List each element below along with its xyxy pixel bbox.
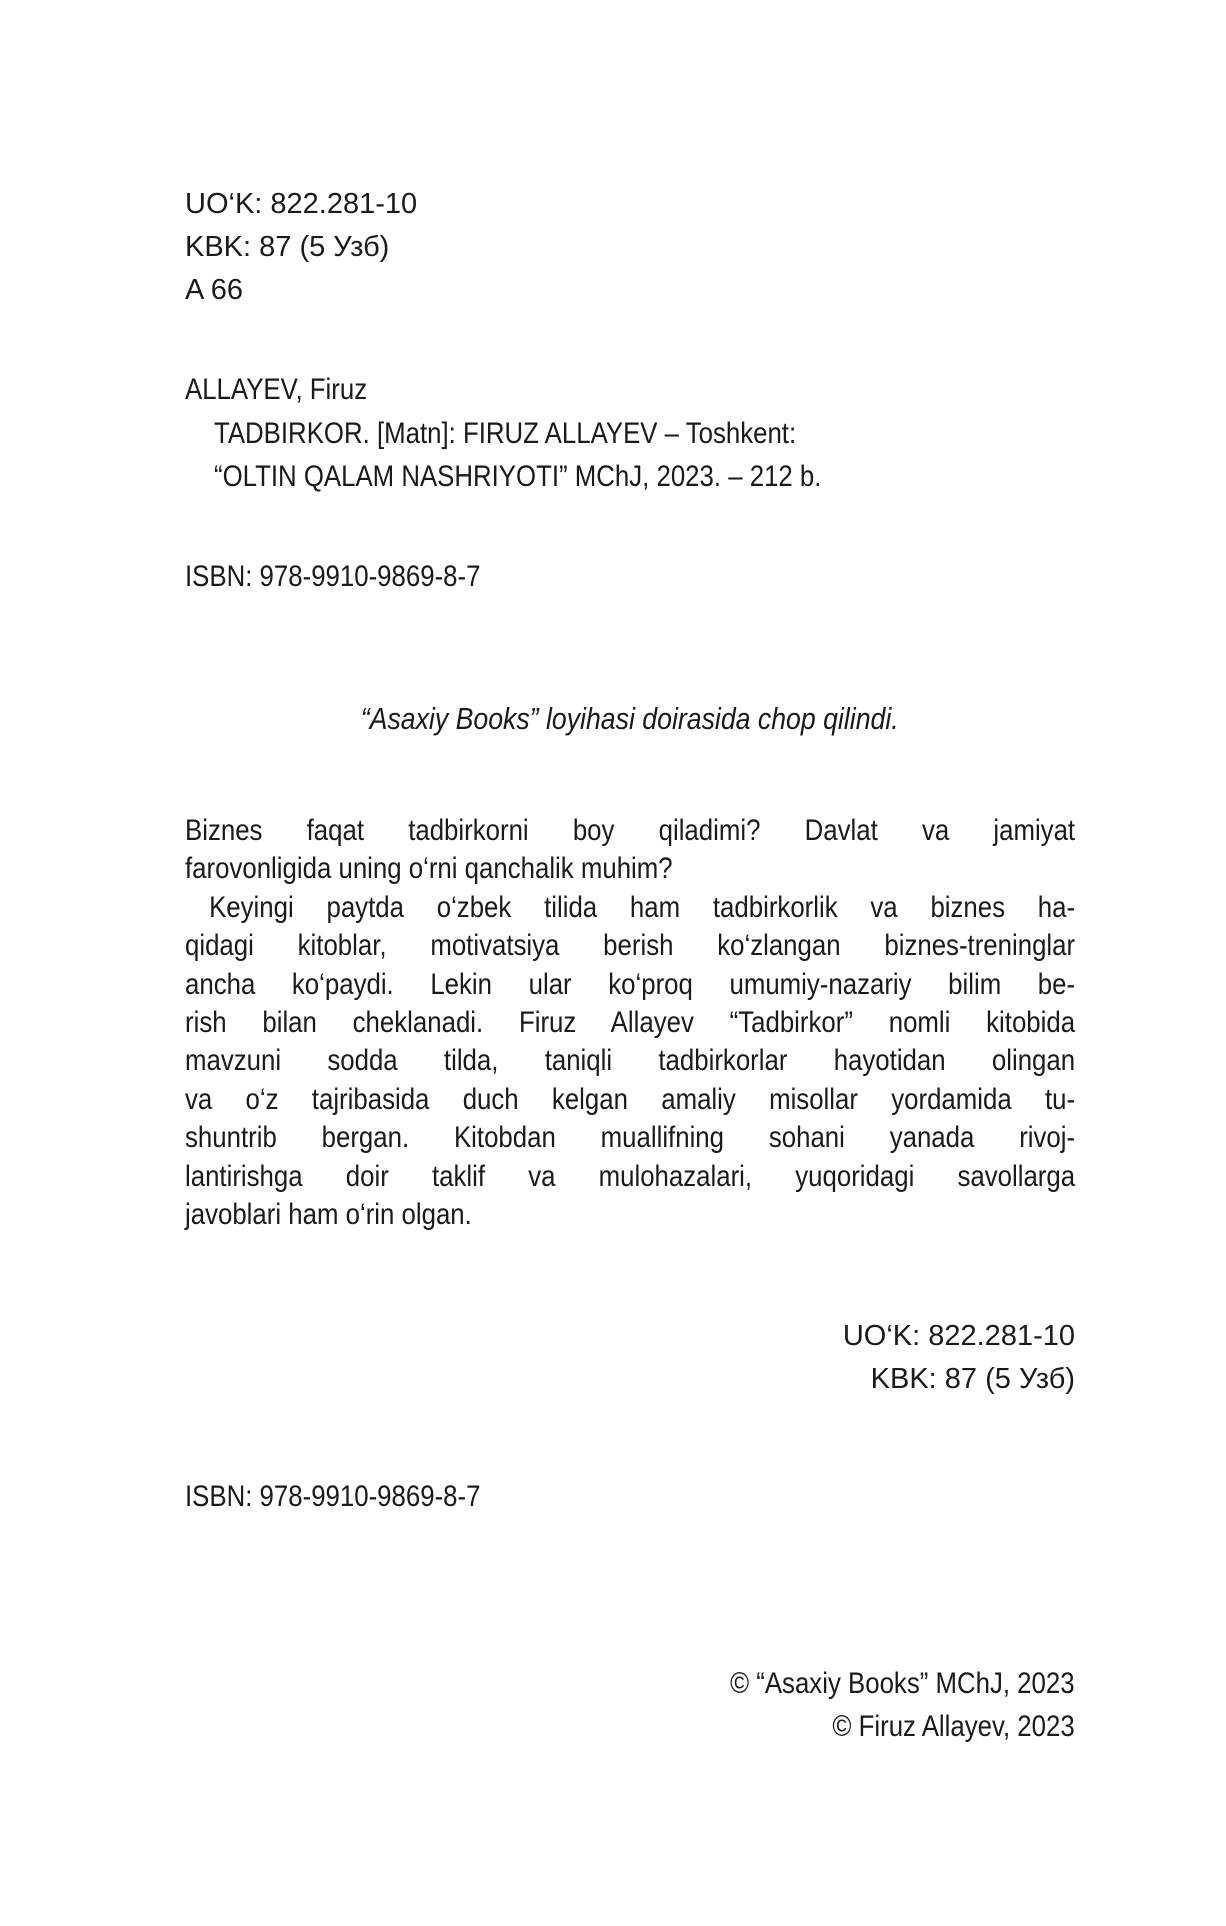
annotation-line: shuntrib bergan. Kitobdan muallifning sohani yanada rivoj- (185, 1121, 1076, 1155)
copyright-publisher (674, 1669, 1075, 1699)
annotation-line: rish bilan cheklanadi. Firuz Allayev “Tadbirkor” nomli kitobida (185, 1006, 1076, 1040)
annotation-line: va o‘z tajribasida duch kelgan amaliy misollar yordamida tu- (185, 1082, 1076, 1116)
annotation-line: Biznes faqat tadbirkorni boy qiladimi? Davlat va jamiyat (185, 814, 1076, 847)
annotation-line: Keyingi paytda o‘zbek tilida ham tadbirkorlik va biznes ha- (209, 890, 1076, 924)
copyright-publisher-text: © “Asaxiy Books” MChJ, 2023 (730, 1667, 1075, 1700)
footer-kbk-code: KBK: 87 (5 Узб) (870, 1363, 1075, 1395)
bibliography-author: ALLAYEV, Firuz (185, 373, 368, 406)
annotation-line: javoblari ham o‘rin olgan. (185, 1198, 472, 1232)
bibliography-publisher-line: “OLTIN QALAM NASHRIYOTI” MChJ, 2023. – 212 b. (214, 460, 822, 493)
copyright-author (793, 1712, 1075, 1742)
annotation-line: qidagi kitoblar, motivatsiya berish ko‘zlangan biznes-treninglar (185, 929, 1076, 963)
footer-uok-code: UO‘K: 822.281-10 (842, 1320, 1075, 1352)
isbn-bottom: ISBN: 978-9910-9869-8-7 (185, 1480, 481, 1513)
uok-code: UO‘K: 822.281-10 (185, 188, 418, 220)
isbn-top: ISBN: 978-9910-9869-8-7 (185, 560, 481, 593)
author-mark: A 66 (185, 274, 244, 306)
annotation-paragraph (185, 812, 1075, 1234)
kbk-code: KBK: 87 (5 Узб) (185, 231, 390, 263)
annotation-line: mavzuni sodda tilda, taniqli tadbirkorlar hayotidan olingan (185, 1044, 1076, 1078)
copyright-author-text: © Firuz Allayev, 2023 (832, 1710, 1075, 1743)
annotation-line: lantirishga doir taklif va mulohazalari, yuqoridagi savollarga (185, 1159, 1076, 1193)
project-note-text: “Asaxiy Books” loyihasi doirasida chop qilindi. (361, 701, 899, 736)
project-note (185, 703, 1075, 734)
annotation-line: farovonligida uning o‘rni qanchalik muhim? (185, 852, 673, 886)
bibliography-title-line: TADBIRKOR. [Matn]: FIRUZ ALLAYEV – Toshkent: (214, 417, 797, 450)
annotation-line: ancha ko‘paydi. Lekin ular ko‘proq umumiy-nazariy bilim be- (185, 967, 1076, 1001)
